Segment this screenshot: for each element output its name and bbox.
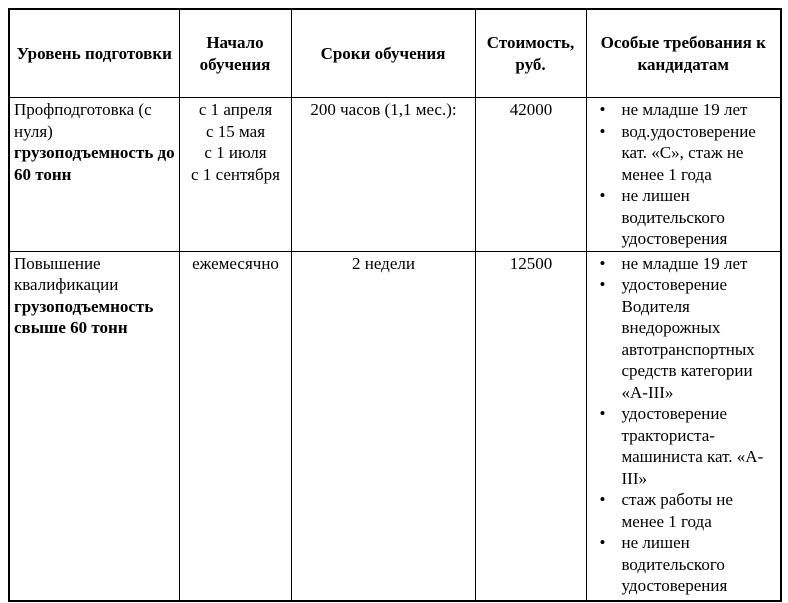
table-row [9,251,781,601]
cell-start-dates [179,98,291,252]
cell-start-dates [179,251,291,601]
cell-level [9,98,179,252]
start-date-line: с 1 июля [204,143,267,162]
requirement-item: • не младше 19 лет [591,253,778,275]
requirement-item: • не лишен водительского удостоверения [591,532,778,597]
cell-level [9,251,179,601]
requirements-list [591,253,778,597]
start-date-line: с 1 сентября [191,164,280,184]
start-date-line: с 1 апреля [198,100,273,119]
requirement-item: • удостоверение тракториста-машиниста кат. «А-III» [591,403,778,489]
start-date-line: ежемесячно [192,253,279,273]
cell-price: 42000 [475,98,586,252]
column-header-start: Начало обучения [179,9,291,98]
requirements-list [591,99,778,250]
level-capacity: грузоподъемность до 60 тонн [14,143,175,184]
column-header-duration: Сроки обучения [291,9,475,98]
start-date-line: с 15 мая [205,121,266,141]
requirement-item: • удостоверение Водителя внедорожных автотранспортных средств категории «А-III» [591,274,778,403]
level-name: Профподготовка (с нуля) [14,100,152,141]
cell-duration: 2 недели [291,251,475,601]
cell-requirements [586,98,781,252]
level-name: Повышение квалификации [14,253,119,294]
level-capacity: грузоподъемность свыше 60 тонн [14,296,154,337]
column-header-level: Уровень подготовки [9,9,179,98]
training-programs-table [8,8,782,602]
column-header-price: Стоимость, руб. [475,9,586,98]
header-row [9,9,781,98]
requirement-item: • не лишен водительского удостоверения [591,185,778,250]
table-row [9,98,781,252]
requirement-item: • стаж работы не менее 1 года [591,489,778,532]
start-dates-list [184,99,288,185]
column-header-requirements: Особые требования к кандидатам [586,9,781,98]
cell-duration: 200 часов (1,1 мес.): [291,98,475,252]
requirement-item: • вод.удостоверение кат. «С», стаж не менее 1 года [591,121,778,186]
cell-requirements [586,251,781,601]
start-dates-list [184,253,288,275]
cell-price: 12500 [475,251,586,601]
requirement-item: • не младше 19 лет [591,99,778,121]
